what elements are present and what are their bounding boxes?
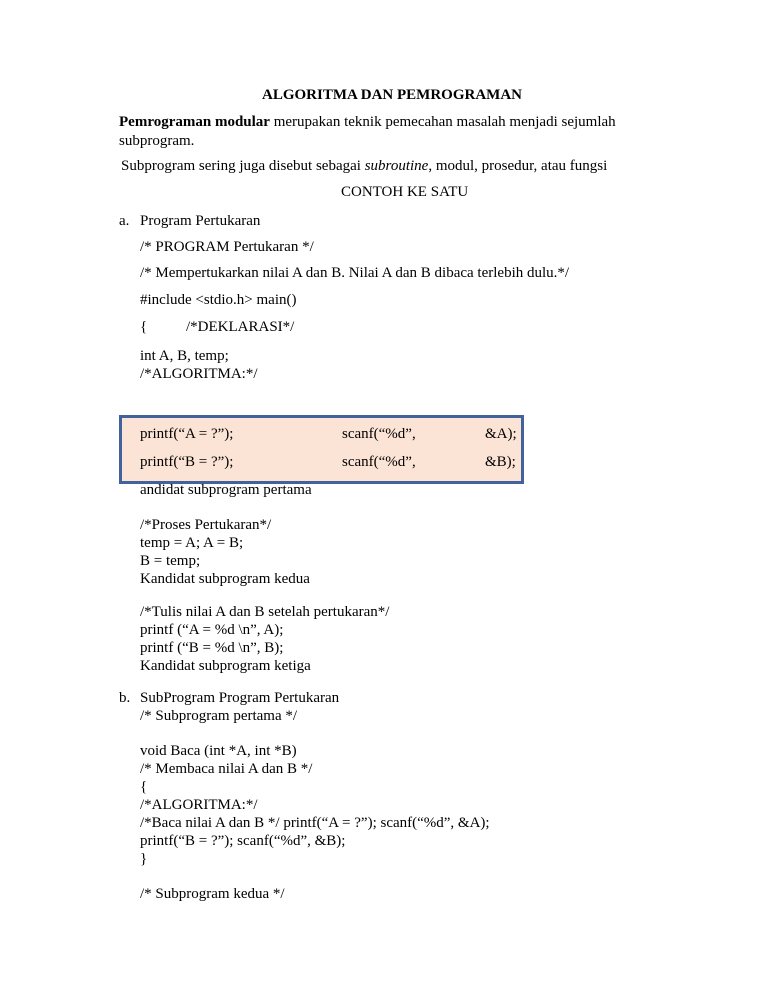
subprogram-note-post: , modul, prosedur, atau fungsi [428,158,608,174]
subprogram-note [121,157,607,175]
code-line: /* Membaca nilai A dan B */ [140,761,313,777]
section-a-heading: Program Pertukaran [140,213,261,229]
code-line: /* Mempertukarkan nilai A dan B. Nilai A dan B dibaca terlebih dulu.*/ [140,265,570,281]
code-brace: { [140,319,148,335]
code-line: /*Baca nilai A dan B */ printf(“A = ?”); scanf(“%d”, &A); [140,815,490,831]
code-comment: /*DEKLARASI*/ [186,319,295,335]
box-cell: printf(“B = ?”); [140,454,234,470]
code-line: printf (“B = %d \n”, B); [140,640,284,656]
code-line: temp = A; A = B; [140,535,244,551]
box-cell: &B); [485,454,516,470]
candidate-label: Kandidat subprogram kedua [140,571,310,587]
code-line: { [140,779,148,795]
box-cell: scanf(“%d”, [342,454,416,470]
code-line: int A, B, temp; [140,348,229,364]
code-line: printf (“A = %d \n”, A); [140,622,284,638]
section-b-heading: SubProgram Program Pertukaran [140,690,340,706]
box-cell: &A); [485,426,517,442]
code-line: /* PROGRAM Pertukaran */ [140,239,314,255]
box-cell: printf(“A = ?”); [140,426,234,442]
code-line: /*Proses Pertukaran*/ [140,517,272,533]
code-line: /* Subprogram kedua */ [140,886,285,902]
code-line: void Baca (int *A, int *B) [140,743,297,759]
code-line: /*Tulis nilai A dan B setelah pertukaran*/ [140,604,390,620]
subprogram-note-em: subroutine [364,158,429,174]
code-line: printf(“B = ?”); scanf(“%d”, &B); [140,833,346,849]
code-line: /*ALGORITMA:*/ [140,797,258,813]
intro-line-1 [119,113,616,131]
code-line: } [140,851,148,867]
code-line: /*ALGORITMA:*/ [140,366,258,382]
intro-rest: merupakan teknik pemecahan masalah menjadi sejumlah [269,114,616,130]
section-a-marker: a. [119,213,130,229]
code-line: B = temp; [140,553,201,569]
example-heading: CONTOH KE SATU [341,184,469,200]
page-title: ALGORITMA DAN PEMROGRAMAN [262,87,522,103]
candidate-label: Kandidat subprogram ketiga [140,658,311,674]
code-line: #include <stdio.h> main() [140,292,297,308]
candidate-label: andidat subprogram pertama [140,482,312,498]
intro-line-2: subprogram. [119,133,195,149]
box-cell: scanf(“%d”, [342,426,416,442]
section-b-marker: b. [119,690,131,706]
code-line: /* Subprogram pertama */ [140,708,298,724]
subprogram-note-pre: Subprogram sering juga disebut sebagai [121,158,365,174]
intro-term: Pemrograman modular [119,114,270,130]
